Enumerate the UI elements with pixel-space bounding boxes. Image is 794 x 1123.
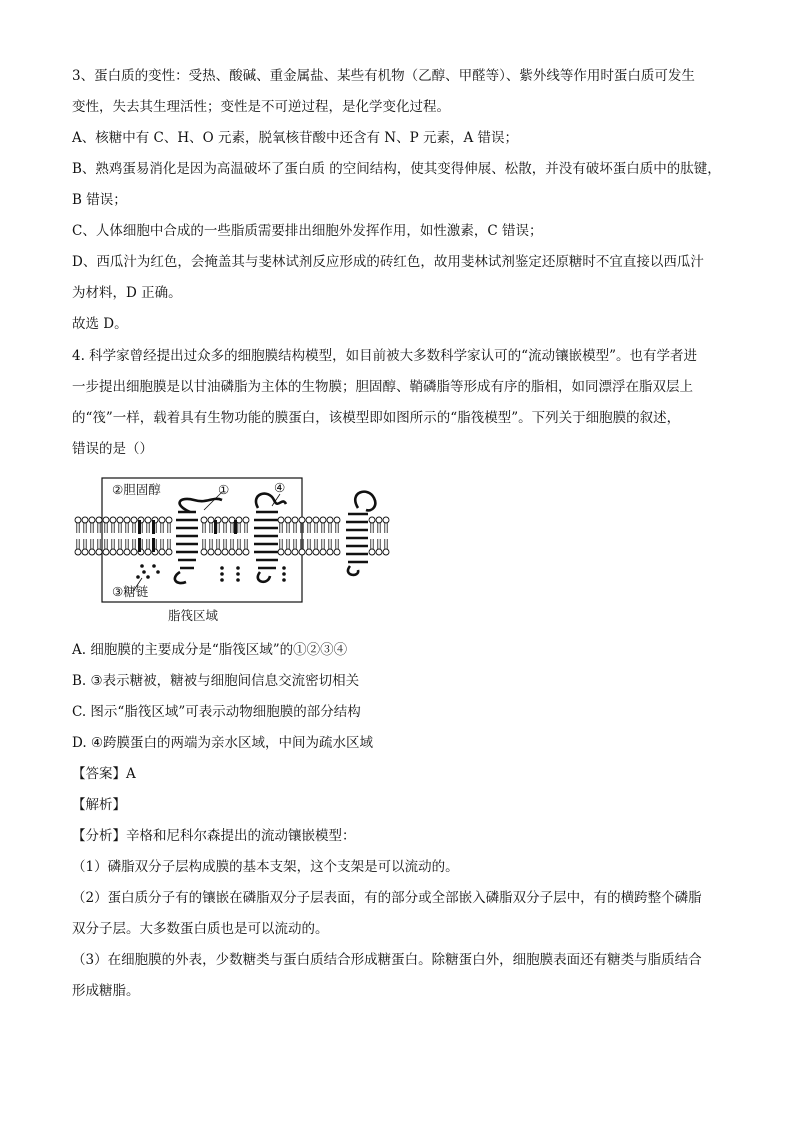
analysis-line: （2）蛋白质分子有的镶嵌在磷脂双分子层表面，有的部分或全部嵌入磷脂双分子层中，有的横跨整个磷脂 <box>72 890 702 906</box>
membrane-diagram <box>72 474 392 630</box>
label-protein-4: ④ <box>274 480 286 495</box>
question-line: 一步提出细胞膜是以甘油磷脂为主体的生物膜；胆固醇、鞘磷脂等形成有序的脂相，如同漂浮在脂双层上 <box>72 379 693 395</box>
lipid-raft-figure <box>72 474 392 630</box>
question-line: 的“筏”一样，载着具有生物功能的膜蛋白，该模型即如图所示的“脂筏模型”。下列关于细胞膜的叙述， <box>72 410 681 426</box>
phospholipid-inner <box>131 539 137 555</box>
phospholipid-outer <box>103 517 109 533</box>
phospholipid-bilayer <box>75 517 389 555</box>
option-a: A. 细胞膜的主要成分是“脂筏区域”的①②③④ <box>72 642 348 658</box>
phospholipid-inner <box>82 539 88 555</box>
text-line: 3、蛋白质的变性：受热、酸碱、重金属盐、某些有机物（乙醇、甲醛等）、紫外线等作用时蛋白质可发生 <box>72 68 695 84</box>
phospholipid-outer <box>208 517 214 533</box>
text-line: B 错误； <box>72 192 127 208</box>
phospholipid-inner <box>117 539 123 555</box>
membrane-protein-outside-raft <box>346 492 375 575</box>
phospholipid-inner <box>96 539 102 555</box>
label-cholesterol: ②胆固醇 <box>112 482 161 497</box>
phospholipid-outer <box>166 517 172 533</box>
phospholipid-outer <box>376 517 382 533</box>
phospholipid-inner <box>243 539 249 555</box>
phospholipid-inner <box>222 539 228 555</box>
answer-line: 【答案】A <box>72 766 136 782</box>
phospholipid-outer <box>327 517 333 533</box>
phospholipid-outer <box>222 517 228 533</box>
phospholipid-outer <box>89 517 95 533</box>
phospholipid-outer <box>334 517 340 533</box>
phospholipid-inner <box>383 539 389 555</box>
phospholipid-inner <box>229 539 235 555</box>
phospholipid-inner <box>236 539 242 555</box>
analysis-heading: 【解析】 <box>72 797 126 813</box>
phospholipid-outer <box>201 517 207 533</box>
label-protein-1: ① <box>218 482 230 497</box>
phospholipid-outer <box>117 517 123 533</box>
text-line: B、熟鸡蛋易消化是因为高温破坏了蛋白质 的空间结构，使其变得伸展、松散，并没有破坏蛋白质中的肽键， <box>72 161 721 177</box>
text-line: 故选 D。 <box>72 316 128 332</box>
text-line: 为材料，D 正确。 <box>72 285 182 301</box>
figure-caption: 脂筏区域 <box>168 608 219 623</box>
phospholipid-inner <box>159 539 165 555</box>
phospholipid-inner <box>369 539 375 555</box>
phospholipid-inner <box>103 539 109 555</box>
phospholipid-inner <box>292 539 298 555</box>
phospholipid-inner <box>166 539 172 555</box>
phospholipid-outer <box>75 517 81 533</box>
phospholipid-outer <box>369 517 375 533</box>
phospholipid-outer <box>313 517 319 533</box>
phospholipid-outer <box>243 517 249 533</box>
phospholipid-inner <box>145 539 151 555</box>
label-sugar-chain: ③糖链 <box>112 584 149 599</box>
phospholipid-inner <box>278 539 284 555</box>
phospholipid-outer <box>96 517 102 533</box>
analysis-line: 双分子层。大多数蛋白质也是可以流动的。 <box>72 921 329 937</box>
phospholipid-inner <box>89 539 95 555</box>
phospholipid-outer <box>159 517 165 533</box>
phospholipid-outer <box>383 517 389 533</box>
text-line: 变性，失去其生理活性；变性是不可逆过程，是化学变化过程。 <box>72 99 450 115</box>
phospholipid-outer <box>110 517 116 533</box>
text-line: A、核糖中有 C、H、O 元素，脱氧核苷酸中还含有 N、P 元素，A 错误； <box>72 130 519 146</box>
transmembrane-protein-1 <box>175 499 222 583</box>
phospholipid-inner <box>215 539 221 555</box>
phospholipid-outer <box>82 517 88 533</box>
option-d: D. ④跨膜蛋白的两端为亲水区域，中间为疏水区域 <box>72 735 374 751</box>
phospholipid-inner <box>285 539 291 555</box>
phospholipid-inner <box>376 539 382 555</box>
phospholipid-inner <box>124 539 130 555</box>
phospholipid-outer <box>285 517 291 533</box>
option-c: C. 图示“脂筏区域”可表示动物细胞膜的部分结构 <box>72 704 361 720</box>
phospholipid-inner <box>208 539 214 555</box>
analysis-line: 【分析】辛格和尼科尔森提出的流动镶嵌模型： <box>72 828 356 844</box>
phospholipid-inner <box>334 539 340 555</box>
phospholipid-outer <box>292 517 298 533</box>
question-line: 4. 科学家曾经提出过众多的细胞膜结构模型，如目前被大多数科学家认可的“流动镶嵌模型”。也有学者进 <box>72 348 697 364</box>
question-line: 错误的是（） <box>72 441 153 457</box>
phospholipid-outer <box>306 517 312 533</box>
phospholipid-inner <box>327 539 333 555</box>
option-b: B. ③表示糖被，糖被与细胞间信息交流密切相关 <box>72 673 360 689</box>
transmembrane-protein-4 <box>254 494 286 582</box>
text-line: C、人体细胞中合成的一些脂质需要排出细胞外发挥作用，如性激素，C 错误； <box>72 223 543 239</box>
phospholipid-outer <box>320 517 326 533</box>
phospholipid-outer <box>124 517 130 533</box>
analysis-line: 形成糖脂。 <box>72 983 140 999</box>
phospholipid-outer <box>131 517 137 533</box>
phospholipid-inner <box>313 539 319 555</box>
phospholipid-outer <box>145 517 151 533</box>
analysis-line: （1）磷脂双分子层构成膜的基本支架，这个支架是可以流动的。 <box>72 859 459 875</box>
phospholipid-outer <box>278 517 284 533</box>
analysis-line: （3）在细胞膜的外表，少数糖类与蛋白质结合形成糖蛋白。除糖蛋白外，细胞膜表面还有糖类与脂质结合 <box>72 952 702 968</box>
phospholipid-inner <box>75 539 81 555</box>
phospholipid-inner <box>306 539 312 555</box>
phospholipid-inner <box>320 539 326 555</box>
phospholipid-inner <box>201 539 207 555</box>
text-line: D、西瓜汁为红色，会掩盖其与斐林试剂反应形成的砖红色，故用斐林试剂鉴定还原糖时不宜直接以西瓜汁 <box>72 254 704 270</box>
phospholipid-inner <box>110 539 116 555</box>
